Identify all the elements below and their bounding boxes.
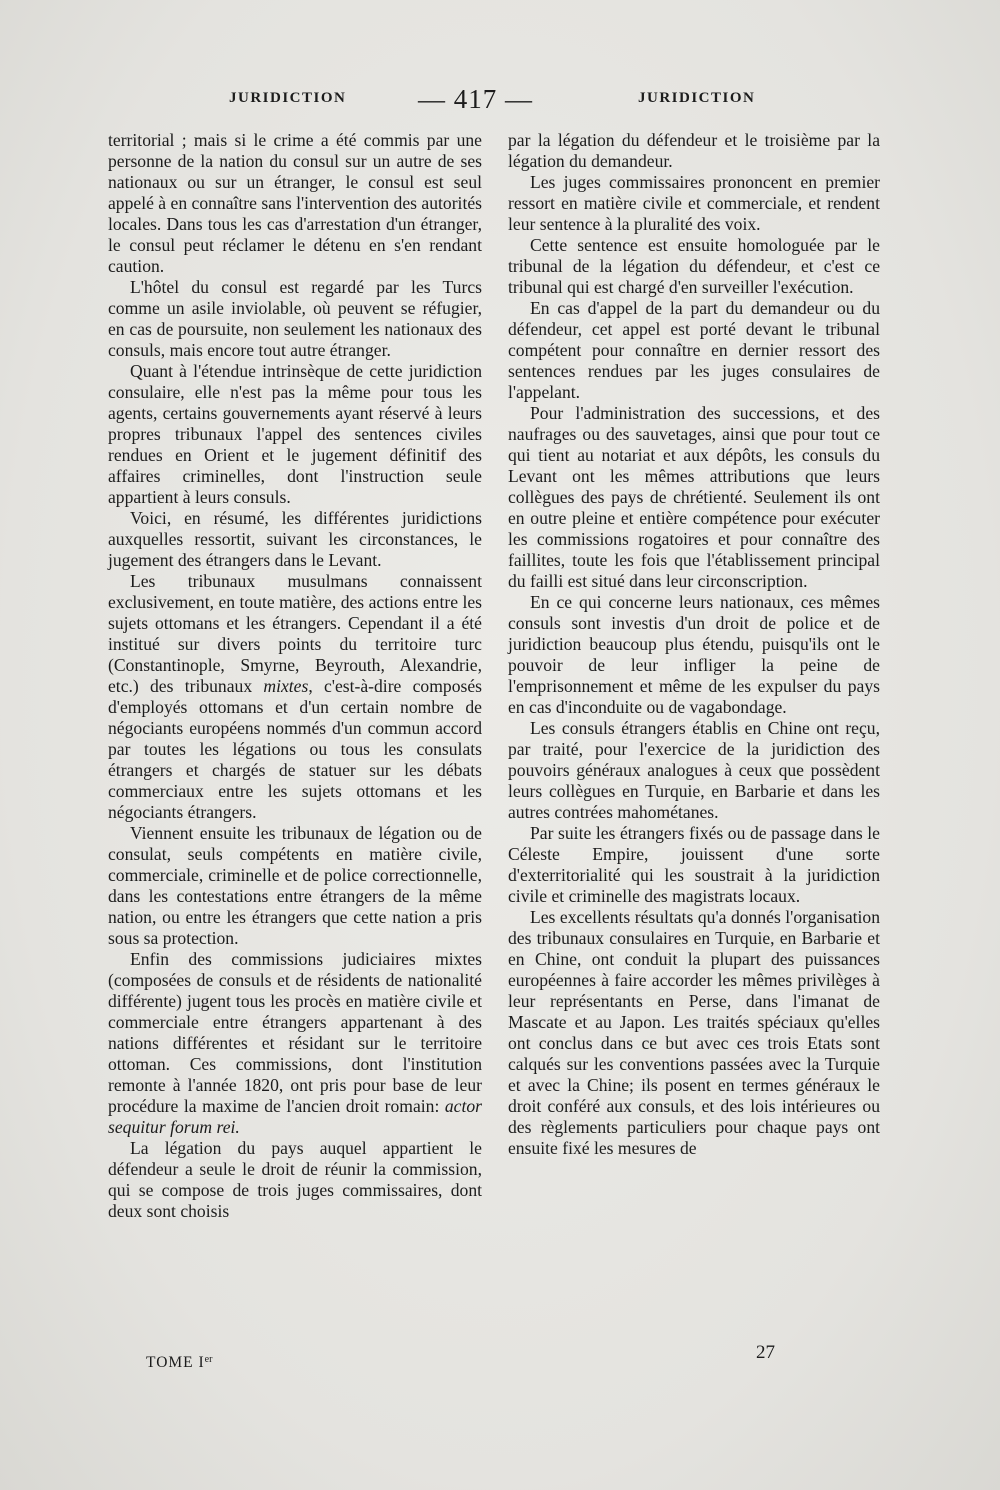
paragraph: par la légation du défendeur et le troisième par la légation du demandeur. <box>508 130 880 171</box>
running-head-right: JURIDICTION <box>638 90 756 106</box>
paragraph: Cette sentence est ensuite homologuée par le tribunal de la légation du défendeur, et c'est ce tribunal qui est chargé d'en surveiller l'exécution. <box>508 235 880 297</box>
paragraph: Les consuls étrangers établis en Chine ont reçu, par traité, pour l'exercice de la juridiction des pouvoirs généraux analogues à ceux que possèdent leurs collègues en Turquie, en Barbarie et dans les autres contrées mahométanes. <box>508 718 880 822</box>
signature-mark: 27 <box>756 1342 775 1363</box>
latin-maxim: actor sequitur forum rei. <box>108 1096 482 1137</box>
page-number: — 417 — <box>418 84 533 114</box>
paragraph-text: Les tribunaux musulmans connaissent exclusivement, en toute matière, des actions entre les sujets ottomans et les étrangers. Cependant il a été institué sur divers points du territoire turc (Constantinople, Smyrne, Beyrouth, Alexandrie, etc.) des tribunaux <box>108 571 482 696</box>
paragraph: La légation du pays auquel appartient le défendeur a seule le droit de réunir la commission, qui se compose de trois juges commissaires, dont deux sont choisis <box>108 1138 482 1221</box>
paragraph <box>108 949 482 1138</box>
paragraph: Quant à l'étendue intrinsèque de cette juridiction consulaire, elle n'est pas la même pour tous les agents, certains gouvernements ayant réservé à leurs propres tribunaux l'appel des sentences civiles rendues en Orient et le jugement définitif des affaires criminelles, dont l'instruction seule appartient à leurs consuls. <box>108 361 482 507</box>
page-header <box>0 84 1000 124</box>
italic-term: mixtes <box>263 676 309 696</box>
paragraph: Voici, en résumé, les différentes juridictions auxquelles ressortit, suivant les circonstances, le jugement des étrangers dans le Levant. <box>108 508 482 570</box>
paragraph: Les juges commissaires prononcent en premier ressort en matière civile et commerciale, et rendent leur sentence à la pluralité des voix. <box>508 172 880 234</box>
right-column <box>508 130 880 1159</box>
paragraph: Pour l'administration des successions, et des naufrages ou des sauvetages, ainsi que pour tout ce qui tient au notariat et aux dépôts, les consuls du Levant ont les mêmes attributions que leurs collègues des pays de chrétienté. Seulement ils ont en outre pleine et entière compétence pour exécuter les commissions rogatoires et pour connaître des faillites, toute les fois que l'établissement principal du failli est situé dans leur circonscription. <box>508 403 880 591</box>
volume-text: TOME I <box>146 1354 205 1371</box>
paragraph: En ce qui concerne leurs nationaux, ces mêmes consuls sont investis d'un droit de police et de juridiction beaucoup plus étendu, puisqu'ils ont le pouvoir de leur infliger la peine de l'emprisonnement et même de les expulser du pays en cas d'inconduite ou de vagabondage. <box>508 592 880 717</box>
paragraph: En cas d'appel de la part du demandeur ou du défendeur, cet appel est porté devant le tribunal compétent pour connaître en dernier ressort des sentences rendues par les juges consulaires de l'appelant. <box>508 298 880 402</box>
volume-label <box>146 1354 212 1372</box>
paragraph-text: , c'est-à-dire composés d'employés ottomans et d'un certain nombre de négociants européens nommés d'un commun accord par toutes les légations ou tous les consulats étrangers et chargés de statuer sur les débats commerciaux entre les sujets ottomans et les négociants étrangers. <box>108 676 482 822</box>
paragraph <box>108 571 482 823</box>
paragraph: L'hôtel du consul est regardé par les Turcs comme un asile inviolable, où peuvent se réfugier, en cas de poursuite, non seulement les nationaux des consuls, mais encore tout autre étranger. <box>108 277 482 360</box>
running-head-left: JURIDICTION <box>229 90 347 106</box>
paragraph: Les excellents résultats qu'a donnés l'organisation des tribunaux consulaires en Turquie, en Barbarie et en Chine, ont conduit la plupart des puissances européennes à faire accorder les mêmes privilèges à leur représentants en Perse, dans l'imanat de Mascate et au Japon. Les traités spéciaux qu'elles ont conclus dans ce but avec ces trois Etats sont calqués sur les conventions passées avec la Turquie et avec la Chine; ils posent en termes généraux le droit conféré aux consuls, et des lois intérieures ou des règlements particuliers pour chaque pays ont ensuite fixé les mesures de <box>508 907 880 1158</box>
left-column <box>108 130 482 1222</box>
paragraph: Viennent ensuite les tribunaux de légation ou de consulat, seuls compétents en matière civile, commerciale, criminelle et de police correctionnelle, dans les contestations entre étrangers de la même nation, ou entre les étrangers que cette nation a pris sous sa protection. <box>108 823 482 948</box>
volume-suffix: er <box>204 1354 213 1365</box>
paragraph-text: Enfin des commissions judiciaires mixtes (composées de consuls et de résidents de nationalité différente) jugent tous les procès en matière civile et commerciale entre étrangers appartenant à des nations différentes et résidant sur le territoire ottoman. Ces commissions, dont l'institution remonte à l'année 1820, ont pris pour base de leur procédure la maxime de l'ancien droit romain: <box>108 949 482 1116</box>
paragraph: Par suite les étrangers fixés ou de passage dans le Céleste Empire, jouissent d'une sorte d'exterritorialité qui les soustrait à la juridiction civile et criminelle des magistrats locaux. <box>508 823 880 906</box>
paragraph: territorial ; mais si le crime a été commis par une personne de la nation du consul sur un autre de ses nationaux ou sur un étranger, le consul est seul appelé à en connaître sans l'intervention des autorités locales. Dans tous les cas d'arrestation d'un étranger, le consul peut réclamer le détenu en s'en rendant caution. <box>108 130 482 276</box>
